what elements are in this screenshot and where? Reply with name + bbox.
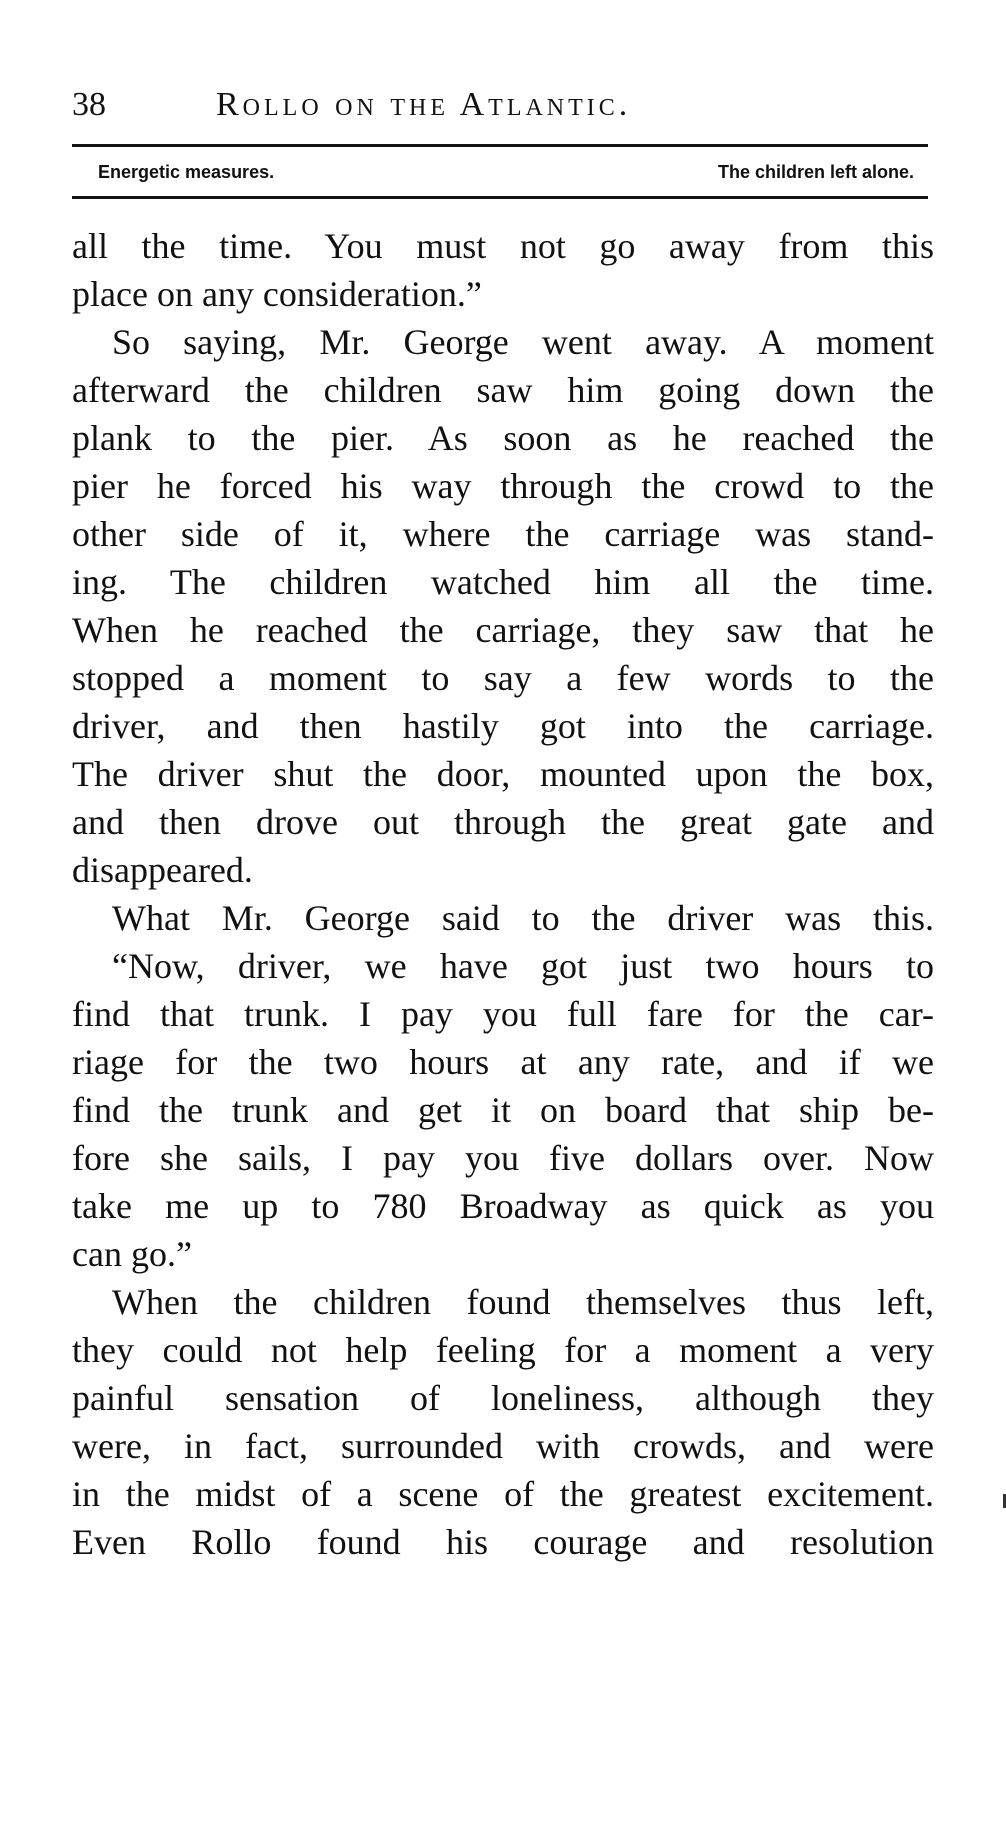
text-line: can go.” [72,1234,192,1274]
text-line: “Now, driver, we have got just two hours to [112,946,934,986]
header-rule-top [72,144,928,147]
text-line: fore she sails, I pay you five dollars over. Now [72,1138,934,1178]
text-line: Even Rollo found his courage and resolution [72,1522,934,1562]
text-line: find the trunk and get it on board that ship be- [72,1090,934,1130]
text-line: afterward the children saw him going down the [72,370,934,410]
subheading-right: The children left alone. [717,162,914,182]
text-line: stopped a moment to say a few words to the [72,658,934,698]
text-line: The driver shut the door, mounted upon the box, [72,754,934,794]
subheading-left: Energetic measures. [98,162,275,182]
text-line: other side of it, where the carriage was stand- [72,514,934,554]
header-rule-bottom [72,196,928,199]
text-line: take me up to 780 Broadway as quick as you [72,1186,934,1226]
text-line: pier he forced his way through the crowd to the [72,466,934,506]
text-line: find that trunk. I pay you full fare for the car- [72,994,934,1034]
body-text [72,222,934,1566]
book-title: Rollo on the Atlantic. [216,86,632,123]
text-line: all the time. You must not go away from this [72,226,934,266]
text-line: ing. The children watched him all the time. [72,562,934,602]
running-head [72,80,934,130]
text-line: When he reached the carriage, they saw that he [72,610,934,650]
text-line: in the midst of a scene of the greatest excitement. [72,1474,934,1514]
text-line: What Mr. George said to the driver was this. [112,898,934,938]
text-line: So saying, Mr. George went away. A moment [112,322,934,362]
text-line: painful sensation of loneliness, although they [72,1378,934,1418]
page-number: 38 [72,86,106,123]
text-line: riage for the two hours at any rate, and if we [72,1042,934,1082]
text-line: disappeared. [72,850,253,890]
text-line: were, in fact, surrounded with crowds, and were [72,1426,934,1466]
text-line: place on any consideration.” [72,274,482,314]
text-line: When the children found themselves thus left, [112,1282,934,1322]
text-line: driver, and then hastily got into the carriage. [72,706,934,746]
text-line: plank to the pier. As soon as he reached the [72,418,934,458]
text-line: they could not help feeling for a moment a very [72,1330,934,1370]
section-subheading [98,154,914,190]
text-line: and then drove out through the great gate and [72,802,934,842]
